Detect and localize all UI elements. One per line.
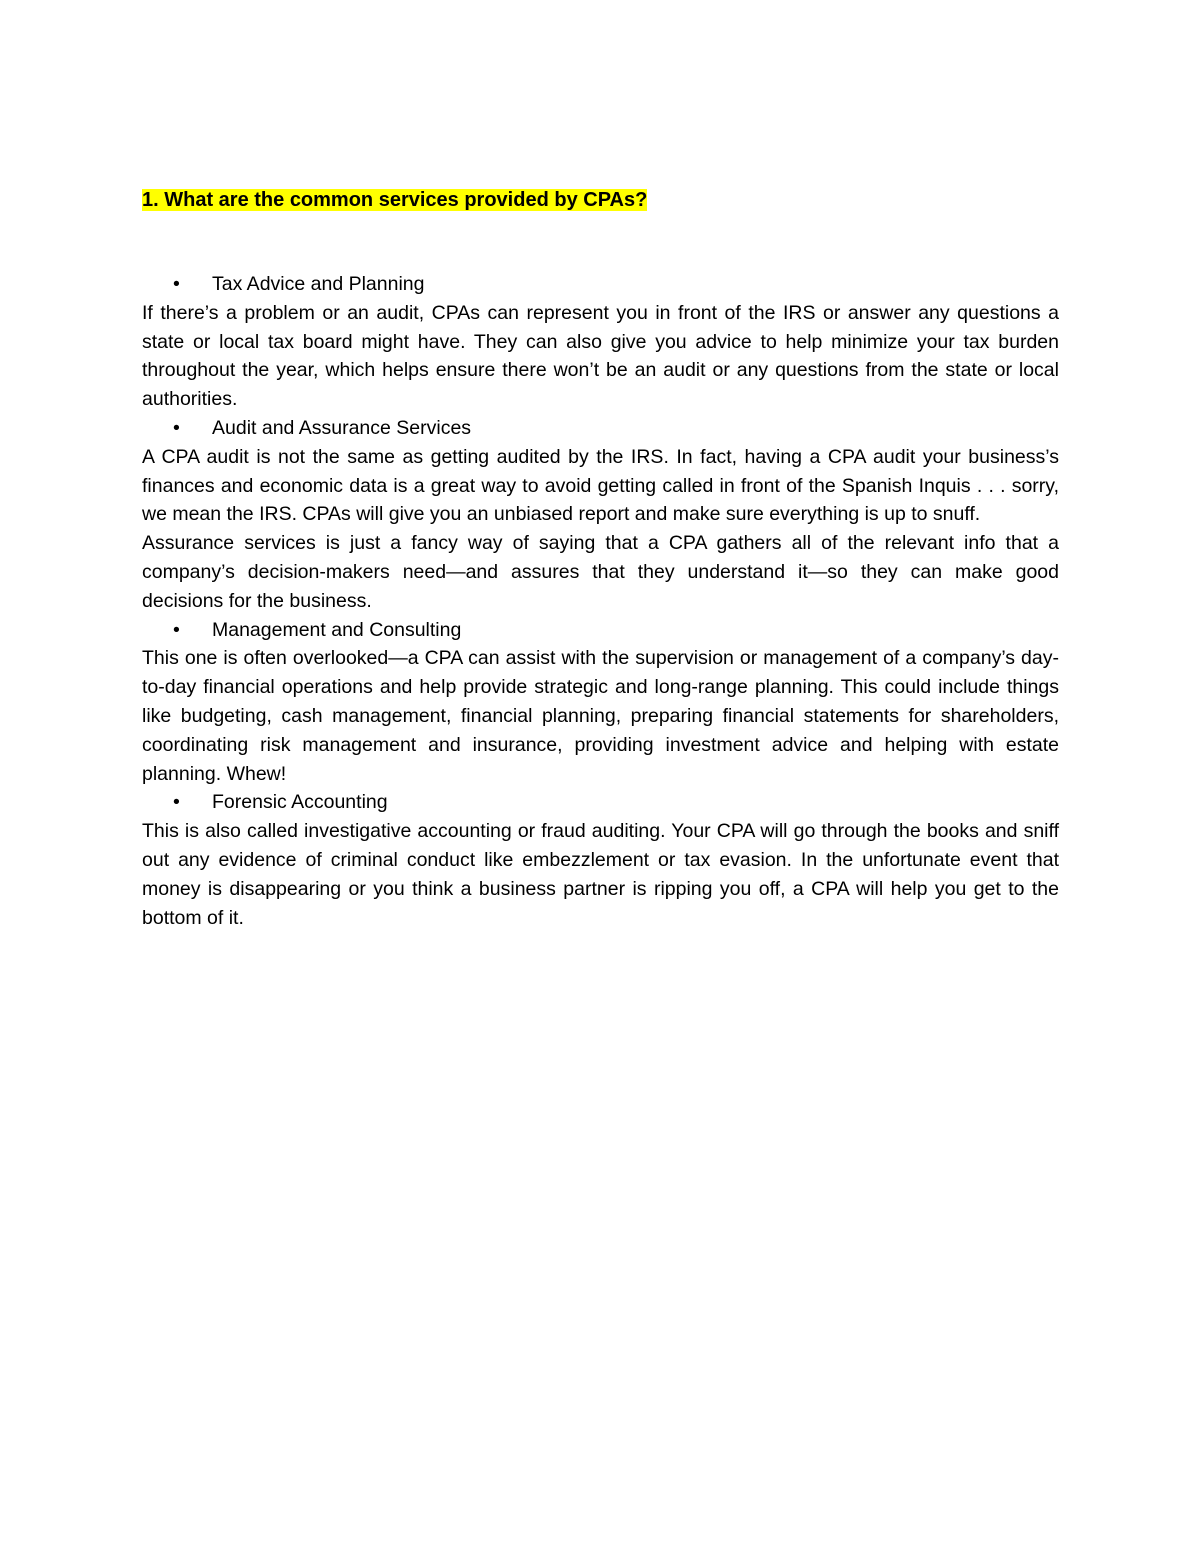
service-description: This one is often overlooked—a CPA can assist with the supervision or management of a company’s day-to-day financial operations and help provide strategic and long-range planning. This could include things like budgeting, cash management, financial planning, preparing financial statements for shareholders, coordinating risk management and insurance, providing investment advice and helping with estate planning. Whew! xyxy=(142,647,1059,785)
service-section xyxy=(142,414,1059,616)
service-section xyxy=(142,616,1059,789)
service-title: Forensic Accounting xyxy=(212,791,388,814)
service-bullet-item xyxy=(142,788,1059,817)
document-body xyxy=(142,186,1059,932)
bullet-icon: • xyxy=(173,273,180,295)
service-bullet-item xyxy=(142,616,1059,645)
service-title: Tax Advice and Planning xyxy=(212,273,425,295)
bullet-icon: • xyxy=(173,618,180,641)
service-description: If there’s a problem or an audit, CPAs can represent you in front of the IRS or answer any questions a state or local tax board might have. They can also give you advice to help minimize your tax burden throughout the year, which helps ensure there won’t be an audit or any questions from the state or local authorities. xyxy=(142,301,1059,411)
service-description: This is also called investigative accounting or fraud auditing. Your CPA will go through the books and sniff out any evidence of criminal conduct like embezzlement or tax evasion. In the unfortunate event that money is disappearing or you think a business partner is ripping you off, a CPA will help you get to the bottom of it. xyxy=(142,820,1059,929)
bullet-icon: • xyxy=(173,416,180,439)
service-section xyxy=(142,270,1059,414)
bullet-icon: • xyxy=(173,791,180,814)
service-section xyxy=(142,788,1059,932)
question-heading xyxy=(142,186,1059,214)
service-title: Management and Consulting xyxy=(212,618,462,641)
service-description: Assurance services is just a fancy way of saying that a CPA gathers all of the relevant info that a company’s decision-makers need—and assures that they understand it—so they can make good decisions for the business. xyxy=(142,532,1059,612)
service-title: Audit and Assurance Services xyxy=(212,416,472,439)
service-bullet-item xyxy=(142,270,1059,299)
service-bullet-item xyxy=(142,414,1059,443)
service-description: A CPA audit is not the same as getting audited by the IRS. In fact, having a CPA audit your business’s finances and economic data is a great way to avoid getting called in front of the Spanish Inquis . . . sorry, we mean the IRS. CPAs will give you an unbiased report and make sure everything is up to snuff. xyxy=(142,445,1059,526)
highlighted-heading-text: 1. What are the common services provided by CPAs? xyxy=(142,189,648,211)
services-list xyxy=(142,270,1059,932)
